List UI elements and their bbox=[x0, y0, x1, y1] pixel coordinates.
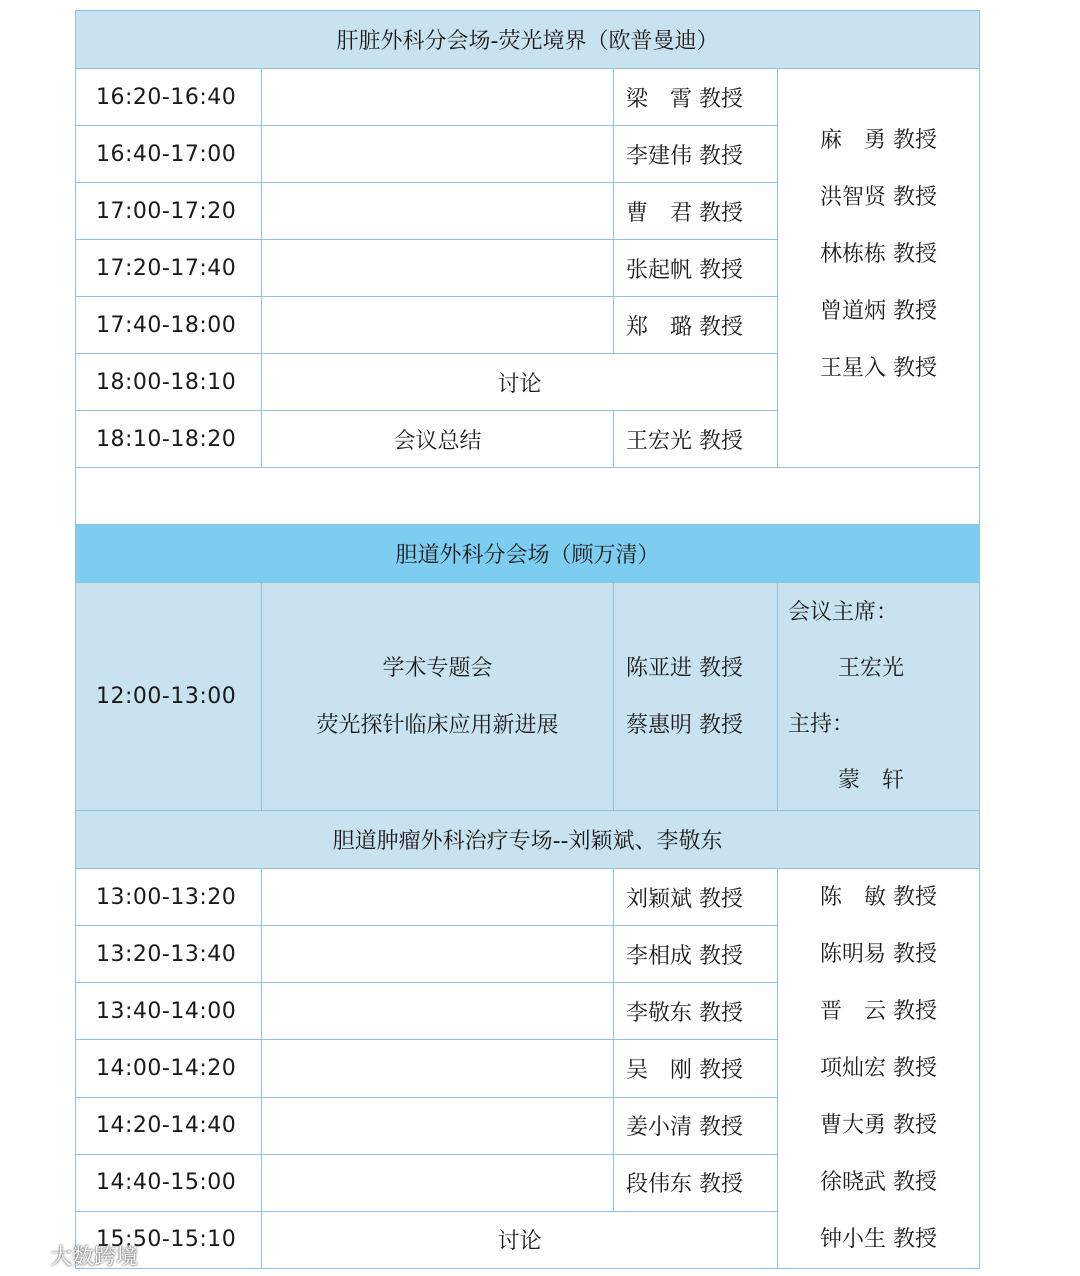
chair-name: 曾道炳 教授 bbox=[820, 298, 937, 324]
time-cell: 13:40-14:00 bbox=[76, 983, 262, 1040]
academic-row bbox=[76, 583, 980, 811]
schedule-table bbox=[75, 10, 980, 1269]
session2-title: 胆道外科分会场（顾万清） bbox=[76, 525, 980, 583]
speaker-cell: 刘颖斌 教授 bbox=[614, 869, 778, 926]
speaker-cell: 李相成 教授 bbox=[614, 926, 778, 983]
host-name: 蒙 轩 bbox=[838, 767, 905, 793]
time-cell: 15:50-15:10 bbox=[76, 1211, 262, 1268]
time-cell: 14:20-14:40 bbox=[76, 1097, 262, 1154]
chair-name: 曹大勇 教授 bbox=[820, 1113, 937, 1138]
chair-name: 林栋栋 教授 bbox=[820, 241, 937, 267]
time-cell: 14:40-15:00 bbox=[76, 1154, 262, 1211]
session2-chairs-cell bbox=[778, 869, 980, 1269]
watermark-text: 大数跨境 bbox=[50, 1245, 139, 1270]
session2-subtitle: 胆道肿瘤外科治疗专场--刘颖斌、李敬东 bbox=[76, 811, 980, 869]
academic-topic-line1: 学术专题会 bbox=[382, 655, 493, 681]
time-cell: 18:00-18:10 bbox=[76, 354, 262, 411]
time-cell: 18:10-18:20 bbox=[76, 411, 262, 468]
session2-subtitle-row bbox=[76, 811, 980, 869]
topic-cell bbox=[262, 1154, 614, 1211]
chair-name: 王宏光 bbox=[838, 655, 905, 681]
session1-chairs-cell bbox=[778, 69, 980, 468]
schedule-table-container bbox=[75, 10, 979, 1269]
chair-name: 洪智贤 教授 bbox=[820, 184, 937, 210]
session2-header-row bbox=[76, 525, 980, 583]
chair-label: 会议主席： bbox=[788, 599, 899, 625]
topic-cell bbox=[262, 1040, 614, 1097]
session1-row bbox=[76, 69, 980, 126]
session1-title: 肝脏外科分会场-荧光境界（欧普曼迪） bbox=[76, 11, 980, 69]
topic-cell bbox=[262, 69, 614, 126]
topic-cell bbox=[262, 297, 614, 354]
academic-moderators-cell bbox=[778, 583, 980, 811]
topic-cell bbox=[262, 240, 614, 297]
session1-header-row bbox=[76, 11, 980, 69]
academic-speakers-cell bbox=[614, 583, 778, 811]
speaker-cell: 李敬东 教授 bbox=[614, 983, 778, 1040]
time-cell: 17:20-17:40 bbox=[76, 240, 262, 297]
spacer-row bbox=[76, 468, 980, 525]
topic-cell bbox=[262, 926, 614, 983]
time-cell: 13:20-13:40 bbox=[76, 926, 262, 983]
speaker-name: 蔡惠明 教授 bbox=[626, 712, 743, 738]
topic-cell bbox=[262, 869, 614, 926]
time-cell: 12:00-13:00 bbox=[76, 583, 262, 811]
academic-topic-line2: 荧光探针临床应用新进展 bbox=[316, 712, 559, 738]
topic-cell bbox=[262, 983, 614, 1040]
time-cell: 17:00-17:20 bbox=[76, 183, 262, 240]
host-label: 主持： bbox=[788, 711, 855, 737]
speaker-cell: 吴 刚 教授 bbox=[614, 1040, 778, 1097]
speaker-cell: 张起帆 教授 bbox=[614, 240, 778, 297]
session2-row bbox=[76, 869, 980, 926]
time-cell: 16:40-17:00 bbox=[76, 126, 262, 183]
watermark bbox=[10, 1240, 138, 1271]
speaker-cell: 姜小清 教授 bbox=[614, 1097, 778, 1154]
chair-name: 陈 敏 教授 bbox=[820, 885, 937, 910]
speaker-cell: 梁 霄 教授 bbox=[614, 69, 778, 126]
time-cell: 17:40-18:00 bbox=[76, 297, 262, 354]
chair-name: 陈明易 教授 bbox=[820, 942, 937, 967]
chair-name: 王星入 教授 bbox=[820, 355, 937, 381]
weibo-logo-icon bbox=[10, 1246, 44, 1266]
speaker-name: 陈亚进 教授 bbox=[626, 655, 743, 681]
chair-name: 徐晓武 教授 bbox=[820, 1170, 937, 1195]
academic-topic-cell bbox=[262, 583, 614, 811]
topic-cell bbox=[262, 126, 614, 183]
chair-name: 麻 勇 教授 bbox=[820, 127, 937, 153]
topic-cell bbox=[262, 1097, 614, 1154]
discussion-label: 讨论 bbox=[262, 354, 778, 411]
spacer-cell bbox=[76, 468, 980, 525]
chair-name: 钟小生 教授 bbox=[820, 1227, 937, 1252]
time-cell: 13:00-13:20 bbox=[76, 869, 262, 926]
speaker-cell: 段伟东 教授 bbox=[614, 1154, 778, 1211]
time-cell: 14:00-14:20 bbox=[76, 1040, 262, 1097]
speaker-cell: 郑 璐 教授 bbox=[614, 297, 778, 354]
speaker-cell: 曹 君 教授 bbox=[614, 183, 778, 240]
chair-name: 项灿宏 教授 bbox=[820, 1056, 937, 1081]
discussion-label: 讨论 bbox=[262, 1211, 778, 1268]
topic-cell bbox=[262, 183, 614, 240]
chair-name: 晋 云 教授 bbox=[820, 999, 937, 1024]
time-cell: 16:20-16:40 bbox=[76, 69, 262, 126]
speaker-cell: 王宏光 教授 bbox=[614, 411, 778, 468]
summary-label: 会议总结 bbox=[262, 411, 614, 468]
speaker-cell: 李建伟 教授 bbox=[614, 126, 778, 183]
